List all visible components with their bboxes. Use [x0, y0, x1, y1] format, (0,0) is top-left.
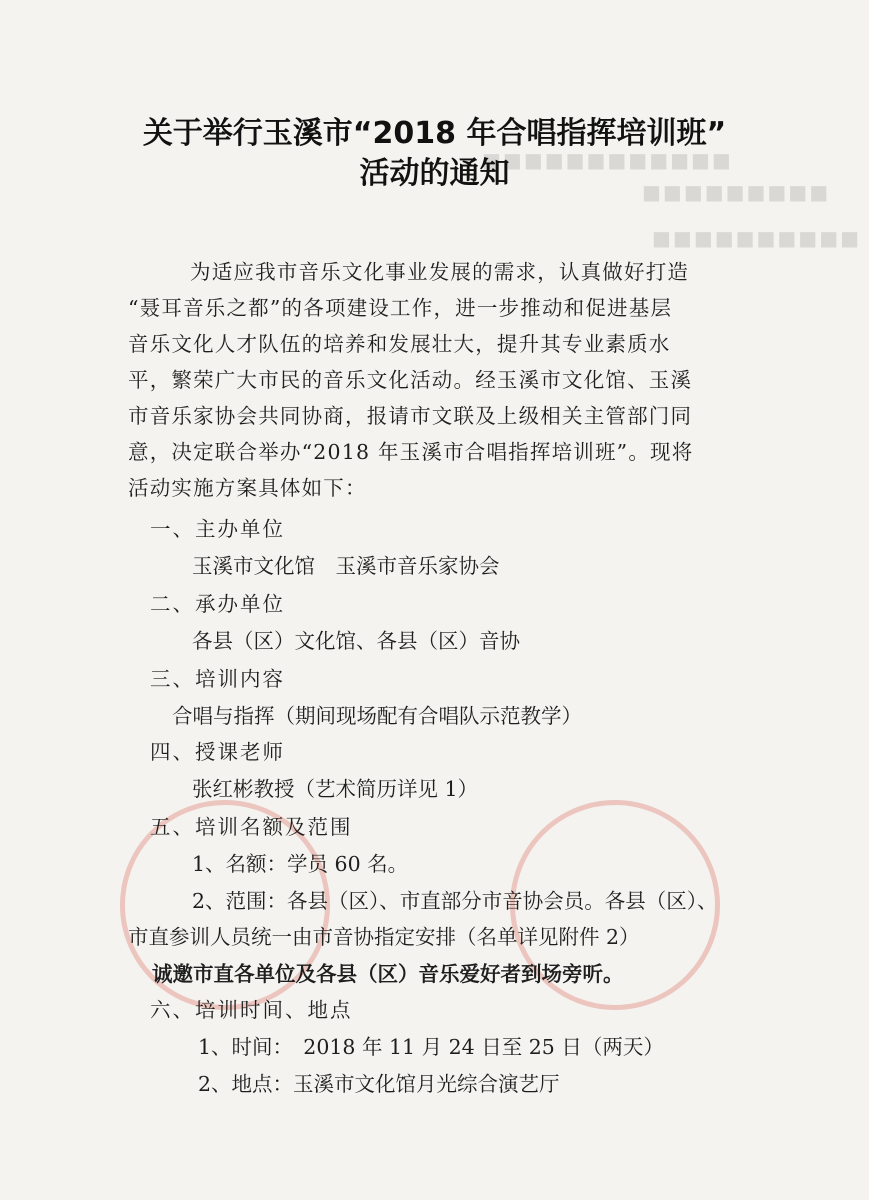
section-item: 1、名额：学员 60 名。 — [192, 852, 409, 876]
section-item: 市直参训人员统一由市音协指定安排（名单详见附件 2） — [128, 925, 640, 949]
intro-line: 意，决定联合举办“2018 年玉溪市合唱指挥培训班”。现将 — [128, 440, 694, 464]
section-heading: 三、培训内容 — [150, 667, 285, 691]
section-body: 玉溪市文化馆 玉溪市音乐家协会 — [192, 554, 500, 578]
invitation-note: 诚邀市直各单位及各县（区）音乐爱好者到场旁听。 — [152, 962, 624, 986]
section-item: 2、范围：各县（区）、市直部分市音协会员。各县（区）、 — [192, 889, 718, 913]
section-body: 张红彬教授（艺术简历详见 1） — [192, 777, 479, 801]
intro-line: 为适应我市音乐文化事业发展的需求，认真做好打造 — [190, 260, 690, 284]
section-heading: 六、培训时间、地点 — [150, 998, 353, 1022]
section-body: 各县（区）文化馆、各县（区）音协 — [192, 629, 520, 653]
document-title: 关于举行玉溪市“2018 年合唱指挥培训班” — [142, 116, 727, 151]
section-heading: 五、培训名额及范围 — [150, 815, 353, 839]
section-item: 2、地点：玉溪市文化馆月光综合演艺厅 — [198, 1072, 560, 1096]
section-heading: 二、承办单位 — [150, 592, 285, 616]
intro-line: “聂耳音乐之都”的各项建设工作，进一步推动和促进基层 — [128, 296, 673, 320]
intro-line: 平，繁荣广大市民的音乐文化活动。经玉溪市文化馆、玉溪 — [128, 368, 693, 392]
reverse-side-bleed: ■■■■■■■■■■■■ — [480, 148, 731, 172]
section-item: 1、时间： 2018 年 11 月 24 日至 25 日（两天） — [198, 1035, 664, 1059]
reverse-side-bleed: ■■■■■■■■■ — [640, 180, 829, 204]
section-heading: 四、授课老师 — [150, 740, 285, 764]
section-body: 合唱与指挥（期间现场配有合唱队示范教学） — [172, 704, 582, 728]
intro-line: 活动实施方案具体如下： — [128, 476, 367, 500]
intro-line: 市音乐家协会共同协商，报请市文联及上级相关主管部门同 — [128, 404, 693, 428]
section-heading: 一、主办单位 — [150, 517, 285, 541]
intro-line: 音乐文化人才队伍的培养和发展壮大，提升其专业素质水 — [128, 332, 671, 356]
document-title: 活动的通知 — [359, 156, 510, 191]
reverse-side-bleed: ■■■■■■■■■■ — [650, 226, 859, 250]
